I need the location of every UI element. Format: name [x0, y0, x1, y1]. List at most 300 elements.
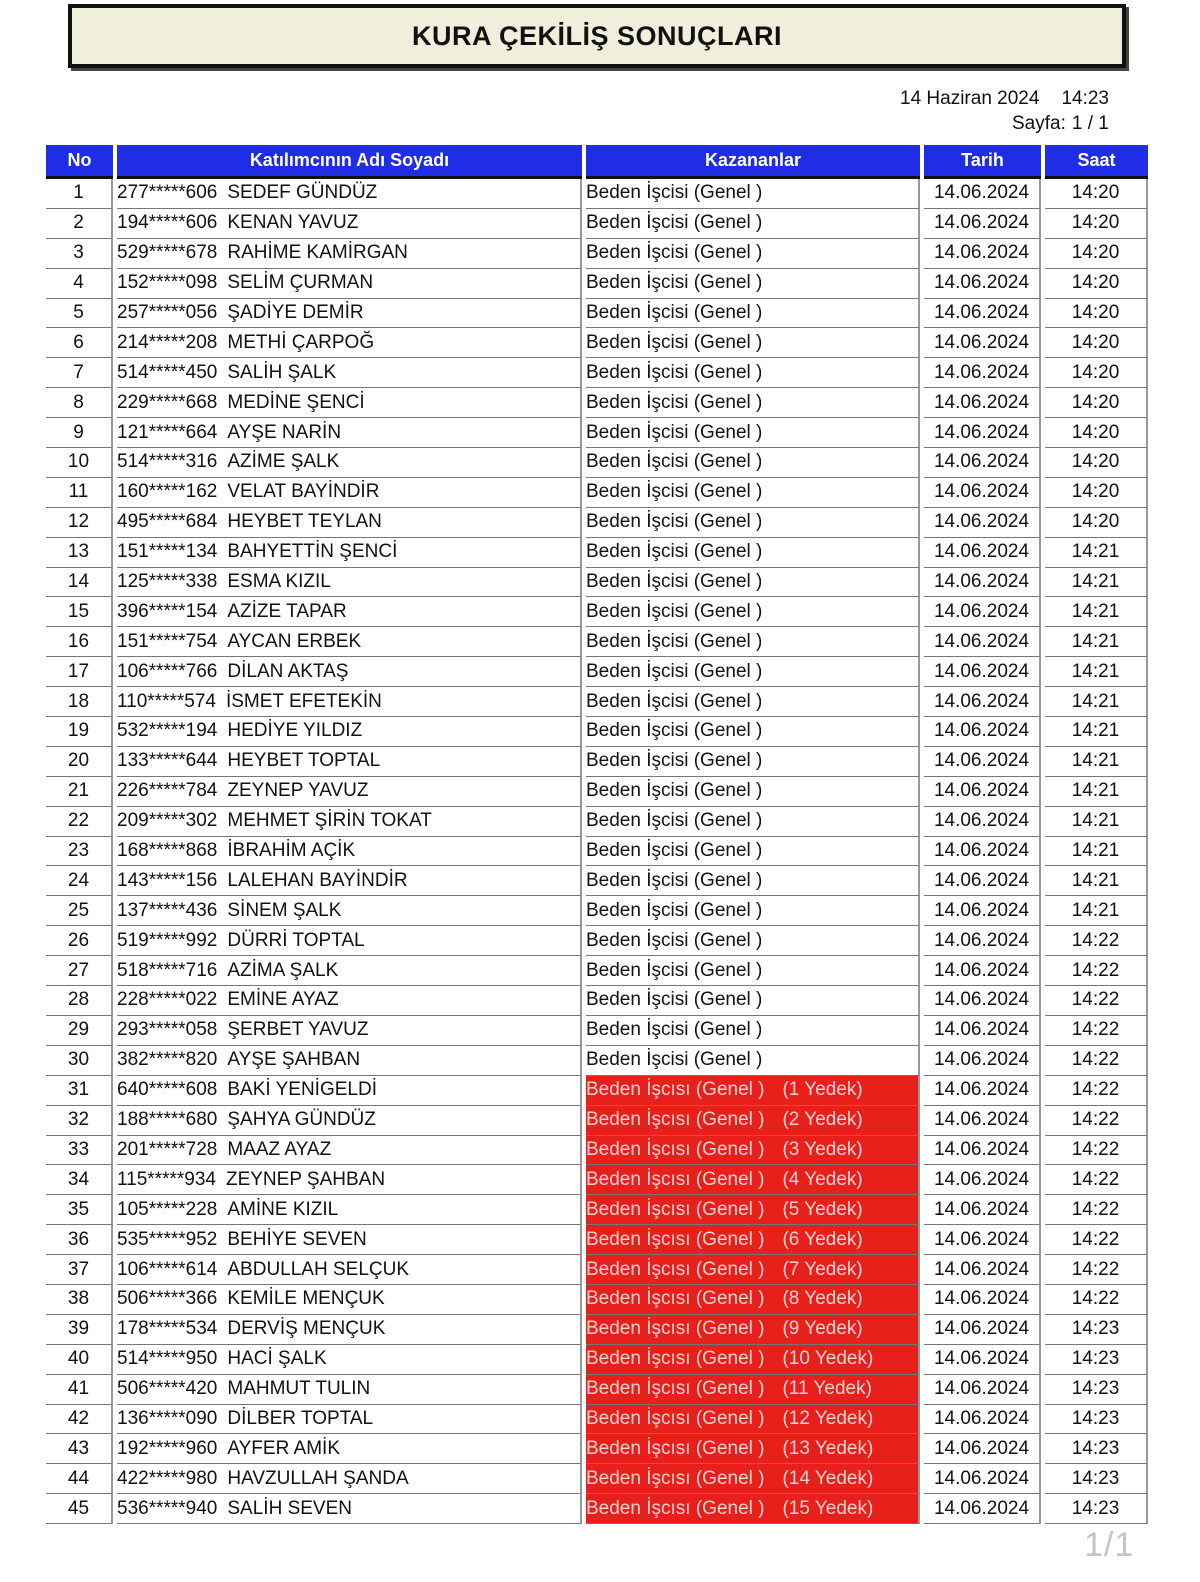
winner-category-cell	[586, 717, 920, 747]
winner-category-cell	[586, 956, 920, 986]
draw-time: 14:20	[1045, 358, 1148, 388]
footer-page-indicator: 1/1	[1084, 1526, 1135, 1564]
row-number: 14	[46, 568, 113, 598]
table-row	[46, 896, 1148, 926]
table-row	[46, 777, 1148, 807]
row-number: 39	[46, 1315, 113, 1345]
winner-category: Beden İşcısı (Genel )	[586, 1109, 765, 1131]
row-number: 11	[46, 478, 113, 508]
participant-id: 506*****420	[117, 1378, 218, 1400]
row-number: 5	[46, 299, 113, 329]
participant-name: ZEYNEP YAVUZ	[227, 780, 369, 802]
participant-name: BAKİ YENİGELDİ	[227, 1079, 377, 1101]
winner-category: Beden İşcisi (Genel )	[586, 481, 763, 503]
participant-cell	[117, 358, 582, 388]
winner-category: Beden İşcisi (Genel )	[586, 959, 763, 981]
participant-name: HEYBET TEYLAN	[227, 511, 382, 533]
table-row	[46, 328, 1148, 358]
row-number: 10	[46, 448, 113, 478]
draw-time: 14:21	[1045, 597, 1148, 627]
participant-name: DÜRRİ TOPTAL	[227, 929, 365, 951]
row-number: 25	[46, 896, 113, 926]
participant-name: RAHİME KAMİRGAN	[227, 242, 408, 264]
participant-cell	[117, 597, 582, 627]
draw-date: 14.06.2024	[924, 627, 1041, 657]
participant-cell	[117, 388, 582, 418]
participant-cell	[117, 1255, 582, 1285]
winner-category: Beden İşcisi (Genel )	[586, 242, 763, 264]
participant-name: SELİM ÇURMAN	[227, 272, 374, 294]
participant-name: AYŞE ŞAHBAN	[227, 1049, 361, 1071]
winner-category-cell	[586, 1076, 920, 1106]
participant-name: KEMİLE MENÇUK	[227, 1288, 385, 1310]
draw-date: 14.06.2024	[924, 1375, 1041, 1405]
draw-date: 14.06.2024	[924, 568, 1041, 598]
participant-id: 226*****784	[117, 780, 218, 802]
table-row	[46, 627, 1148, 657]
winner-category: Beden İşcisi (Genel )	[586, 600, 763, 622]
table-row	[46, 956, 1148, 986]
draw-time: 14:20	[1045, 478, 1148, 508]
row-number: 22	[46, 807, 113, 837]
column-header-date: Tarih	[924, 145, 1041, 179]
draw-date: 14.06.2024	[924, 448, 1041, 478]
page-label: Sayfa:	[1012, 113, 1066, 134]
draw-date: 14.06.2024	[924, 807, 1041, 837]
participant-cell	[117, 896, 582, 926]
participant-id: 293*****058	[117, 1019, 218, 1041]
winner-category-cell	[586, 896, 920, 926]
winner-category: Beden İşcisi (Genel )	[586, 840, 763, 862]
participant-id: 209*****302	[117, 810, 218, 832]
participant-name: VELAT BAYİNDİR	[227, 481, 380, 503]
row-number: 38	[46, 1285, 113, 1315]
participant-name: BAHYETTİN ŞENCİ	[227, 541, 398, 563]
draw-date: 14.06.2024	[924, 956, 1041, 986]
reserve-label: (10 Yedek)	[782, 1348, 874, 1370]
winner-category: Beden İşcisi (Genel )	[586, 511, 763, 533]
winner-category-cell	[586, 299, 920, 329]
participant-cell	[117, 1046, 582, 1076]
draw-date: 14.06.2024	[924, 777, 1041, 807]
draw-time: 14:22	[1045, 1136, 1148, 1166]
table-row	[46, 209, 1148, 239]
draw-time: 14:23	[1045, 1464, 1148, 1494]
participant-name: AYFER AMİK	[227, 1437, 340, 1459]
draw-date: 14.06.2024	[924, 657, 1041, 687]
table-row	[46, 1345, 1148, 1375]
participant-id: 201*****728	[117, 1138, 218, 1160]
row-number: 41	[46, 1375, 113, 1405]
winner-category: Beden İşcisi (Genel )	[586, 660, 763, 682]
participant-cell	[117, 1076, 582, 1106]
participant-id: 168*****868	[117, 840, 218, 862]
winner-category: Beden İşcisi (Genel )	[586, 1049, 763, 1071]
participant-name: ABDULLAH SELÇUK	[227, 1258, 409, 1280]
row-number: 6	[46, 328, 113, 358]
winner-category: Beden İşcisi (Genel )	[586, 541, 763, 563]
winner-category: Beden İşcisi (Genel )	[586, 899, 763, 921]
draw-date: 14.06.2024	[924, 926, 1041, 956]
draw-time: 14:21	[1045, 657, 1148, 687]
draw-time: 14:20	[1045, 508, 1148, 538]
row-number: 21	[46, 777, 113, 807]
participant-id: 382*****820	[117, 1049, 218, 1071]
winner-category: Beden İşcisi (Genel )	[586, 630, 763, 652]
draw-time: 14:22	[1045, 1255, 1148, 1285]
participant-id: 277*****606	[117, 182, 218, 204]
participant-cell	[117, 179, 582, 209]
participant-cell	[117, 926, 582, 956]
participant-id: 518*****716	[117, 959, 218, 981]
page-value: 1 / 1	[1071, 113, 1109, 134]
participant-cell	[117, 1464, 582, 1494]
participant-cell	[117, 1016, 582, 1046]
participant-id: 136*****090	[117, 1407, 218, 1429]
report-time: 14:23	[1061, 88, 1109, 109]
participant-cell	[117, 777, 582, 807]
winner-category-cell	[586, 657, 920, 687]
draw-date: 14.06.2024	[924, 1016, 1041, 1046]
winner-category-cell	[586, 1016, 920, 1046]
table-row	[46, 508, 1148, 538]
draw-date: 14.06.2024	[924, 1315, 1041, 1345]
participant-id: 529*****678	[117, 242, 218, 264]
draw-time: 14:23	[1045, 1434, 1148, 1464]
draw-date: 14.06.2024	[924, 866, 1041, 896]
participant-name: HEYBET TOPTAL	[227, 750, 381, 772]
reserve-label: (13 Yedek)	[782, 1437, 874, 1459]
reserve-label: (8 Yedek)	[782, 1288, 863, 1310]
winner-category-cell	[586, 388, 920, 418]
draw-date: 14.06.2024	[924, 269, 1041, 299]
participant-cell	[117, 837, 582, 867]
row-number: 17	[46, 657, 113, 687]
winner-category-cell	[586, 1345, 920, 1375]
winner-category-cell	[586, 1315, 920, 1345]
row-number: 27	[46, 956, 113, 986]
draw-date: 14.06.2024	[924, 1165, 1041, 1195]
participant-id: 257*****056	[117, 302, 218, 323]
participant-cell	[117, 687, 582, 717]
table-row	[46, 717, 1148, 747]
participant-cell	[117, 1136, 582, 1166]
table-row	[46, 1225, 1148, 1255]
draw-time: 14:20	[1045, 328, 1148, 358]
participant-name: SALİH ŞALK	[227, 361, 337, 383]
table-row	[46, 1106, 1148, 1136]
table-row	[46, 1494, 1148, 1524]
participant-id: 151*****754	[117, 630, 218, 652]
participant-cell	[117, 627, 582, 657]
table-row	[46, 478, 1148, 508]
winner-category-cell	[586, 1165, 920, 1195]
participant-id: 115*****934	[117, 1168, 216, 1190]
winner-category-cell	[586, 837, 920, 867]
draw-time: 14:23	[1045, 1405, 1148, 1435]
participant-name: EMİNE AYAZ	[227, 989, 339, 1011]
table-row	[46, 538, 1148, 568]
participant-cell	[117, 657, 582, 687]
participant-name: METHİ ÇARPOĞ	[227, 331, 375, 353]
draw-date: 14.06.2024	[924, 388, 1041, 418]
row-number: 7	[46, 358, 113, 388]
participant-id: 422*****980	[117, 1467, 218, 1489]
winner-category: Beden İşcısı (Genel )	[586, 1198, 765, 1220]
winner-category: Beden İşcısı (Genel )	[586, 1318, 765, 1340]
participant-name: SEDEF GÜNDÜZ	[227, 182, 378, 204]
row-number: 35	[46, 1195, 113, 1225]
participant-name: ŞADİYE DEMİR	[227, 302, 364, 323]
participant-name: ŞAHYA GÜNDÜZ	[227, 1109, 376, 1131]
table-row	[46, 657, 1148, 687]
draw-time: 14:22	[1045, 1106, 1148, 1136]
row-number: 29	[46, 1016, 113, 1046]
winner-category: Beden İşcisi (Genel )	[586, 989, 763, 1011]
draw-date: 14.06.2024	[924, 747, 1041, 777]
reserve-label: (14 Yedek)	[782, 1467, 874, 1489]
participant-cell	[117, 1375, 582, 1405]
row-number: 1	[46, 179, 113, 209]
draw-time: 14:23	[1045, 1315, 1148, 1345]
participant-cell	[117, 478, 582, 508]
draw-time: 14:21	[1045, 837, 1148, 867]
draw-date: 14.06.2024	[924, 508, 1041, 538]
participant-name: HEDİYE YILDIZ	[227, 720, 363, 742]
participant-id: 105*****228	[117, 1198, 218, 1220]
participant-name: AMİNE KIZIL	[227, 1198, 339, 1220]
draw-date: 14.06.2024	[924, 597, 1041, 627]
winner-category: Beden İşcisi (Genel )	[586, 690, 763, 712]
draw-time: 14:20	[1045, 179, 1148, 209]
table-row	[46, 418, 1148, 448]
participant-cell	[117, 1405, 582, 1435]
participant-id: 194*****606	[117, 212, 218, 234]
row-number: 30	[46, 1046, 113, 1076]
column-header-name: Katılımcının Adı Soyadı	[117, 145, 582, 179]
table-row	[46, 807, 1148, 837]
draw-time: 14:21	[1045, 777, 1148, 807]
participant-name: MAHMUT TULIN	[227, 1378, 371, 1400]
row-number: 26	[46, 926, 113, 956]
table-row	[46, 1434, 1148, 1464]
row-number: 12	[46, 508, 113, 538]
draw-time: 14:20	[1045, 269, 1148, 299]
participant-name: DİLAN AKTAŞ	[227, 660, 349, 682]
participant-id: 178*****534	[117, 1318, 218, 1340]
participant-id: 519*****992	[117, 929, 218, 951]
draw-date: 14.06.2024	[924, 209, 1041, 239]
reserve-label: (9 Yedek)	[782, 1318, 863, 1340]
row-number: 33	[46, 1136, 113, 1166]
table-row	[46, 179, 1148, 209]
participant-id: 536*****940	[117, 1497, 218, 1519]
winner-category: Beden İşcısı (Genel )	[586, 1437, 765, 1459]
draw-time: 14:22	[1045, 1046, 1148, 1076]
participant-id: 133*****644	[117, 750, 218, 772]
winner-category-cell	[586, 1255, 920, 1285]
participant-name: ZEYNEP ŞAHBAN	[225, 1168, 386, 1190]
draw-time: 14:20	[1045, 239, 1148, 269]
column-header-category: Kazananlar	[586, 145, 920, 179]
draw-time: 14:21	[1045, 687, 1148, 717]
participant-cell	[117, 239, 582, 269]
draw-date: 14.06.2024	[924, 358, 1041, 388]
draw-time: 14:22	[1045, 1076, 1148, 1106]
winner-category: Beden İşcisi (Genel )	[586, 929, 763, 951]
winner-category-cell	[586, 747, 920, 777]
draw-date: 14.06.2024	[924, 1464, 1041, 1494]
winner-category: Beden İşcisi (Genel )	[586, 1019, 763, 1041]
table-row	[46, 687, 1148, 717]
participant-id: 506*****366	[117, 1288, 218, 1310]
winner-category: Beden İşcısı (Genel )	[586, 1079, 765, 1101]
row-number: 40	[46, 1345, 113, 1375]
winner-category: Beden İşcısı (Genel )	[586, 1168, 765, 1190]
participant-name: AYŞE NARİN	[227, 421, 342, 443]
draw-time: 14:23	[1045, 1494, 1148, 1524]
participant-cell	[117, 866, 582, 896]
column-header-time: Saat	[1045, 145, 1148, 179]
participant-cell	[117, 418, 582, 448]
draw-time: 14:22	[1045, 926, 1148, 956]
participant-id: 192*****960	[117, 1437, 218, 1459]
row-number: 45	[46, 1494, 113, 1524]
draw-time: 14:22	[1045, 1285, 1148, 1315]
winner-category-cell	[586, 1375, 920, 1405]
reserve-label: (3 Yedek)	[782, 1138, 863, 1160]
winner-category: Beden İşcısı (Genel )	[586, 1138, 765, 1160]
row-number: 36	[46, 1225, 113, 1255]
winner-category-cell	[586, 1136, 920, 1166]
participant-cell	[117, 1225, 582, 1255]
draw-time: 14:21	[1045, 627, 1148, 657]
draw-time: 14:21	[1045, 807, 1148, 837]
winner-category: Beden İşcisi (Genel )	[586, 810, 763, 832]
draw-date: 14.06.2024	[924, 1225, 1041, 1255]
row-number: 32	[46, 1106, 113, 1136]
row-number: 3	[46, 239, 113, 269]
draw-time: 14:21	[1045, 747, 1148, 777]
draw-date: 14.06.2024	[924, 717, 1041, 747]
winner-category-cell	[586, 1106, 920, 1136]
draw-date: 14.06.2024	[924, 1046, 1041, 1076]
participant-cell	[117, 807, 582, 837]
winner-category-cell	[586, 1494, 920, 1524]
winner-category-cell	[586, 807, 920, 837]
winner-category-cell	[586, 777, 920, 807]
report-title-box	[68, 4, 1126, 68]
winner-category-cell	[586, 1225, 920, 1255]
winner-category-cell	[586, 269, 920, 299]
table-row	[46, 1285, 1148, 1315]
participant-cell	[117, 538, 582, 568]
participant-name: AZİME ŞALK	[227, 451, 340, 473]
draw-date: 14.06.2024	[924, 837, 1041, 867]
participant-cell	[117, 508, 582, 538]
winner-category: Beden İşcisi (Genel )	[586, 272, 763, 294]
draw-date: 14.06.2024	[924, 478, 1041, 508]
participant-cell	[117, 568, 582, 598]
winner-category-cell	[586, 179, 920, 209]
reserve-label: (7 Yedek)	[782, 1258, 863, 1280]
draw-date: 14.06.2024	[924, 328, 1041, 358]
winner-category: Beden İşcisi (Genel )	[586, 780, 763, 802]
reserve-label: (2 Yedek)	[782, 1109, 863, 1131]
participant-id: 514*****950	[117, 1348, 218, 1370]
participant-name: DERVİŞ MENÇUK	[227, 1318, 386, 1340]
row-number: 4	[46, 269, 113, 299]
reserve-label: (4 Yedek)	[782, 1168, 863, 1190]
draw-date: 14.06.2024	[924, 1136, 1041, 1166]
participant-id: 110*****574	[117, 690, 216, 712]
participant-name: KENAN YAVUZ	[227, 212, 359, 234]
participant-cell	[117, 747, 582, 777]
table-row	[46, 986, 1148, 1016]
participant-name: SİNEM ŞALK	[227, 899, 342, 921]
draw-date: 14.06.2024	[924, 1076, 1041, 1106]
winner-category: Beden İşcısı (Genel )	[586, 1258, 765, 1280]
draw-date: 14.06.2024	[924, 299, 1041, 329]
participant-cell	[117, 986, 582, 1016]
row-number: 13	[46, 538, 113, 568]
participant-cell	[117, 269, 582, 299]
draw-date: 14.06.2024	[924, 1434, 1041, 1464]
draw-date: 14.06.2024	[924, 986, 1041, 1016]
table-row	[46, 837, 1148, 867]
winner-category-cell	[586, 358, 920, 388]
report-title: KURA ÇEKİLİŞ SONUÇLARI	[411, 20, 782, 51]
participant-name: AZİMA ŞALK	[227, 959, 339, 981]
winner-category-cell	[586, 627, 920, 657]
participant-id: 514*****450	[117, 361, 218, 383]
draw-time: 14:20	[1045, 209, 1148, 239]
draw-time: 14:20	[1045, 418, 1148, 448]
table-header-row	[46, 145, 1148, 179]
winner-category: Beden İşcısı (Genel )	[586, 1228, 765, 1250]
row-number: 2	[46, 209, 113, 239]
table-row	[46, 299, 1148, 329]
participant-name: LALEHAN BAYİNDİR	[227, 869, 408, 891]
report-datetime	[900, 88, 1109, 110]
reserve-label: (11 Yedek)	[782, 1378, 872, 1400]
draw-time: 14:21	[1045, 866, 1148, 896]
reserve-label: (1 Yedek)	[782, 1079, 863, 1101]
table-row	[46, 1375, 1148, 1405]
row-number: 16	[46, 627, 113, 657]
draw-time: 14:21	[1045, 568, 1148, 598]
table-row	[46, 1016, 1148, 1046]
winner-category-cell	[586, 1285, 920, 1315]
draw-date: 14.06.2024	[924, 687, 1041, 717]
winner-category-cell	[586, 1195, 920, 1225]
winner-category: Beden İşcısı (Genel )	[586, 1467, 765, 1489]
participant-name: AYCAN ERBEK	[227, 630, 362, 652]
row-number: 42	[46, 1405, 113, 1435]
table-row	[46, 1405, 1148, 1435]
page-info	[1012, 113, 1109, 135]
participant-id: 228*****022	[117, 989, 218, 1011]
participant-name: SALİH SEVEN	[227, 1497, 352, 1519]
participant-cell	[117, 1165, 582, 1195]
participant-cell	[117, 1285, 582, 1315]
row-number: 24	[46, 866, 113, 896]
participant-cell	[117, 1195, 582, 1225]
winner-category-cell	[586, 1464, 920, 1494]
participant-name: HACİ ŞALK	[227, 1348, 327, 1370]
draw-time: 14:23	[1045, 1345, 1148, 1375]
participant-name: MAAZ AYAZ	[227, 1138, 332, 1160]
